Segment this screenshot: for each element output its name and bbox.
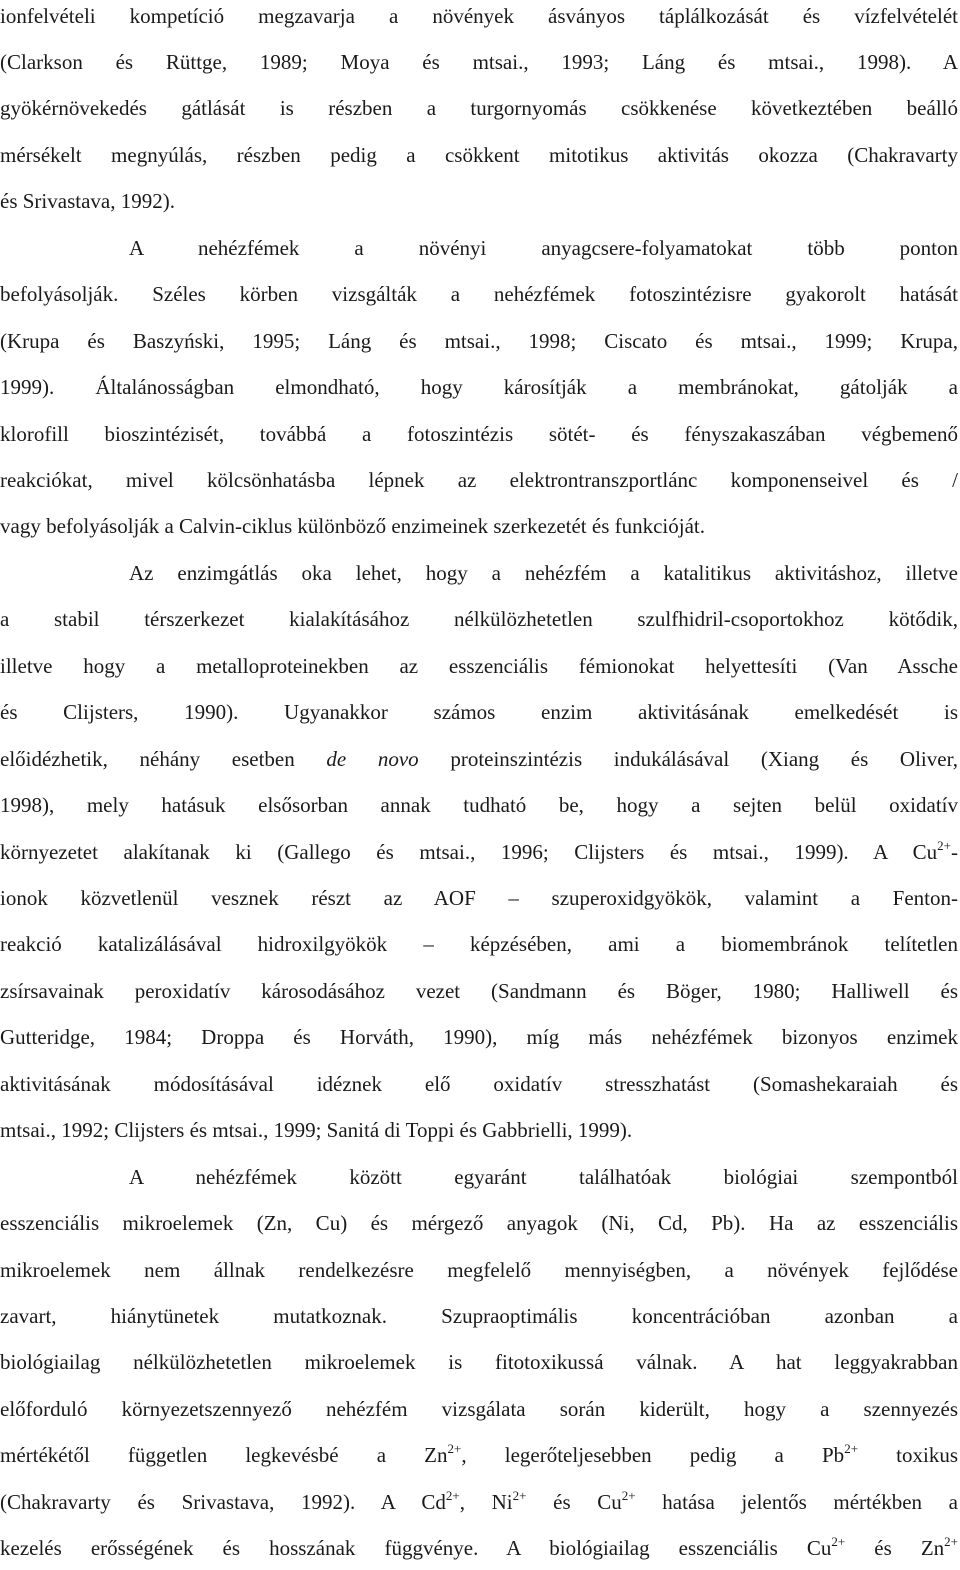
text-line: és Clijsters, 1990). Ugyanakkor számos enzim aktivitásának emelkedését is xyxy=(0,700,958,724)
superscript-charge: 2+ xyxy=(937,838,951,853)
text-line: zsírsavainak peroxidatív károsodásához vezet (Sandmann és Böger, 1980; Halliwell és xyxy=(0,979,958,1003)
text-line: mértékétől független legkevésbé a $Zn^{2+}$, legerőteljesebben pedig a $Pb^{2+}$ toxikus xyxy=(0,1441,958,1467)
text-line: vagy befolyásolják a Calvin-ciklus különböző enzimeinek szerkezetét és funkcióját. xyxy=(0,514,706,538)
text-line: mérsékelt megnyúlás, részben pedig a csökkent mitotikus aktivitás okozza (Chakravarty xyxy=(0,143,958,167)
text-line: ionok közvetlenül vesznek részt az AOF – szuperoxidgyökök, valamint a Fenton- xyxy=(0,886,958,910)
text-line: zavart, hiánytünetek mutatkoznak. Szupraoptimális koncentrációban azonban a xyxy=(0,1304,958,1328)
text-line: A nehézfémek között egyaránt találhatóak biológiai szempontból xyxy=(129,1165,958,1189)
text-line: A nehézfémek a növényi anyagcsere-folyamatokat több ponton xyxy=(129,236,958,260)
text-line: befolyásolják. Széles körben vizsgálták a nehézfémek fotoszintézisre gyakorolt hatását xyxy=(0,282,958,306)
text-line: (Clarkson és Rüttge, 1989; Moya és mtsai., 1993; Láng és mtsai., 1998). A xyxy=(0,50,958,74)
superscript-charge: 2+ xyxy=(944,1534,959,1549)
text-line: a stabil térszerkezet kialakításához nélkülözhetetlen szulfhidril-csoportokhoz kötődik, xyxy=(0,607,958,631)
text-line: mtsai., 1992; Clijsters és mtsai., 1999; Sanitá di Toppi és Gabbrielli, 1999). xyxy=(0,1118,633,1142)
text-line: reakciókat, mivel kölcsönhatásba lépnek az elektrontranszportlánc komponenseivel és / xyxy=(0,468,958,492)
superscript-charge: 2+ xyxy=(445,1488,460,1503)
text-line: előidézhetik, néhány esetben de novo proteinszintézis indukálásával (Xiang és Oliver, xyxy=(0,747,958,771)
text-line: 1999). Általánosságban elmondható, hogy károsítják a membránokat, gátolják a xyxy=(0,375,958,399)
text-line: (Chakravarty és Srivastava, 1992). A $Cd^{2+}$, $Ni^{2+}$ és $Cu^{2+}$ hatása jelentős mértékben a xyxy=(0,1488,958,1514)
text-line: reakció katalizálásával hidroxilgyökök – képzésében, ami a biomembránok telítetlen xyxy=(0,932,958,956)
text-line: mikroelemek nem állnak rendelkezésre megfelelő mennyiségben, a növények fejlődése xyxy=(0,1258,958,1282)
text-line: aktivitásának módosításával idéznek elő oxidatív stresszhatást (Somashekaraiah és xyxy=(0,1072,958,1096)
italic-term: de novo xyxy=(326,747,419,771)
text-line: esszenciális mikroelemek (Zn, Cu) és mérgező anyagok (Ni, Cd, Pb). Ha az esszenciális xyxy=(0,1211,958,1235)
text-line: Az enzimgátlás oka lehet, hogy a nehézfém a katalitikus aktivitáshoz, illetve xyxy=(129,561,958,585)
superscript-charge: 2+ xyxy=(844,1441,859,1456)
text-line: környezetet alakítanak ki (Gallego és mtsai., 1996; Clijsters és mtsai., 1999). A $Cu^{2+}-$ xyxy=(0,838,958,864)
text-line: 1998), mely hatásuk elsősorban annak tudható be, hogy a sejten belül oxidatív xyxy=(0,793,958,817)
text-line: kezelés erősségének és hosszának függvénye. A biológiailag esszenciális $Cu^{2+}$ és $Zn^{2+}$ xyxy=(0,1534,959,1560)
text-line: és Srivastava, 1992). xyxy=(0,189,175,213)
text-line: Gutteridge, 1984; Droppa és Horváth, 1990), míg más nehézfémek bizonyos enzimek xyxy=(0,1025,958,1049)
text-line: (Krupa és Baszyński, 1995; Láng és mtsai., 1998; Ciscato és mtsai., 1999; Krupa, xyxy=(0,329,958,353)
text-line: ionfelvételi kompetíció megzavarja a növények ásványos táplálkozását és vízfelvételét xyxy=(0,4,958,28)
text-line: biológiailag nélkülözhetetlen mikroelemek is fitotoxikussá válnak. A hat leggyakrabban xyxy=(0,1350,958,1374)
text-line: klorofill bioszintézisét, továbbá a fotoszintézis sötét- és fényszakaszában végbemenő xyxy=(0,422,958,446)
text-line: illetve hogy a metalloproteinekben az esszenciális fémionokat helyettesíti (Van Assche xyxy=(0,654,958,678)
superscript-charge: 2+ xyxy=(447,1441,462,1456)
text-line: gyökérnövekedés gátlását is részben a turgornyomás csökkenése következtében beálló xyxy=(0,96,958,120)
superscript-charge: 2+ xyxy=(512,1488,527,1503)
text-line: előforduló környezetszennyező nehézfém vizsgálata során kiderült, hogy a szennyezés xyxy=(0,1397,958,1421)
superscript-charge: 2+ xyxy=(831,1534,846,1549)
superscript-charge: 2+ xyxy=(621,1488,636,1503)
